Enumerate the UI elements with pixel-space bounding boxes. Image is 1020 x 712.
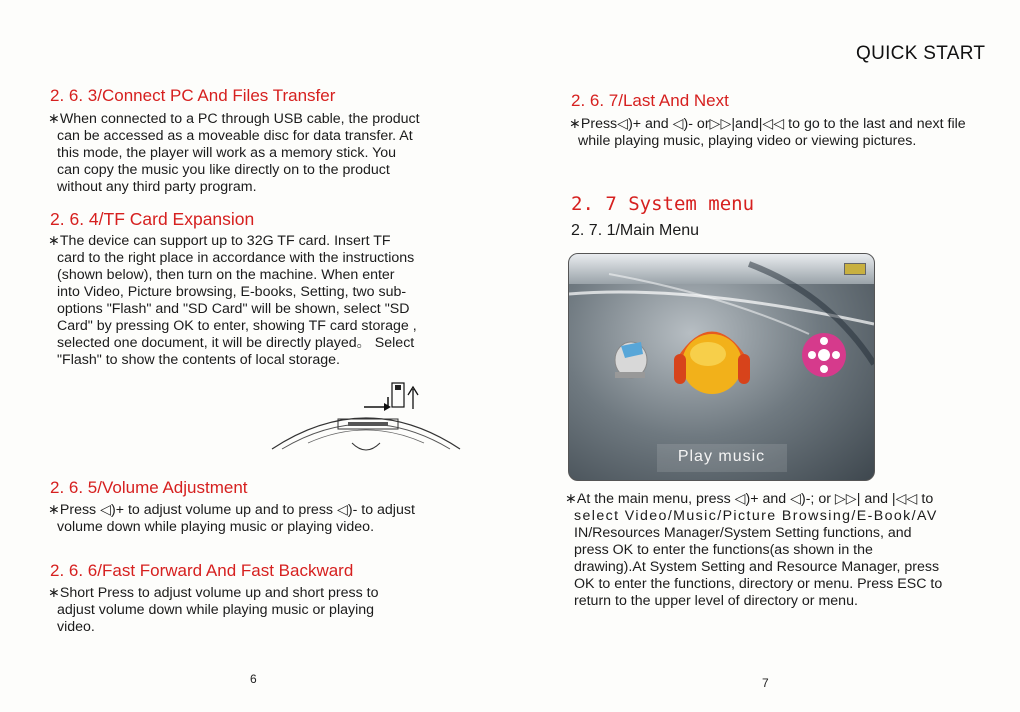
section-title-main-menu: 2. 7. 1/Main Menu	[571, 222, 700, 239]
section-body-fast-forward	[48, 585, 468, 636]
page-number-left: 6	[250, 672, 257, 686]
body-line: (shown below), then turn on the machine. When enter	[57, 267, 395, 283]
body-line: volume down while playing music or playing video.	[57, 519, 375, 535]
body-line: ∗At the main menu, press ◁)+ and ◁)-; or ▷▷| and |◁◁ to	[565, 491, 934, 507]
body-line: press OK to enter the functions(as shown in the	[574, 542, 873, 558]
screen-selected-label: Play music	[677, 448, 766, 465]
section-title-tf-card: 2. 6. 4/TF Card Expansion	[50, 209, 255, 229]
body-line: this mode, the player will work as a memory stick. You	[57, 145, 397, 161]
page-header-title: QUICK START	[856, 43, 986, 64]
body-line: adjust volume down while playing music or playing	[57, 602, 375, 618]
body-line: video.	[57, 619, 95, 635]
section-title-fast-forward: 2. 6. 6/Fast Forward And Fast Backward	[50, 561, 354, 580]
body-line: IN/Resources Manager/System Setting functions, and	[574, 525, 912, 541]
tf-card-device-illustration	[268, 377, 464, 457]
section-body-volume	[48, 502, 468, 536]
body-line: OK to enter the functions, directory or menu. Press ESC to	[574, 576, 943, 592]
main-menu-screen	[568, 253, 875, 481]
main-menu-description	[565, 491, 993, 610]
body-line: while playing music, playing video or viewing pictures.	[578, 133, 917, 149]
section-body-tf-card	[48, 233, 473, 369]
body-line: can copy the music you like directly on to the product	[57, 162, 390, 178]
body-line: ∗The device can support up to 32G TF card. Insert TF	[48, 233, 391, 249]
body-line: ∗Press◁)+ and ◁)- or▷▷|and|◁◁ to go to the last and next file	[569, 116, 966, 132]
music-headphones-icon	[672, 316, 752, 402]
body-line: ∗When connected to a PC through USB cable, the product	[48, 111, 420, 127]
section-title-volume: 2. 6. 5/Volume Adjustment	[50, 478, 248, 497]
body-line: ∗Press ◁)+ to adjust volume up and to press ◁)- to adjust	[48, 502, 415, 518]
body-line: drawing).At System Setting and Resource Manager, press	[574, 559, 940, 575]
section-body-connect-pc	[48, 111, 468, 196]
body-line: options "Flash" and "SD Card" will be shown, select "SD	[57, 301, 410, 317]
section-body-last-next	[569, 116, 999, 150]
page-number-right: 7	[762, 676, 769, 690]
body-line: selected one document, it will be directly played。 Select	[57, 335, 415, 351]
body-line: Card" by pressing OK to enter, showing TF card storage ,	[57, 318, 417, 334]
body-line: without any third party program.	[57, 179, 257, 195]
body-line: can be accessed as a moveable disc for data transfer. At	[57, 128, 413, 144]
picture-reel-icon	[799, 330, 849, 380]
video-icon	[607, 332, 655, 382]
body-line: into Video, Picture browsing, E-books, Setting, two sub-	[57, 284, 407, 300]
body-line: ∗Short Press to adjust volume up and short press to	[48, 585, 379, 601]
body-line: select Video/Music/Picture Browsing/E-Book/AV	[574, 508, 938, 524]
body-line: "Flash" to show the contents of local storage.	[57, 352, 340, 368]
body-line: card to the right place in accordance with the instructions	[57, 250, 415, 266]
section-title-connect-pc: 2. 6. 3/Connect PC And Files Transfer	[50, 86, 336, 105]
section-title-system-menu: 2. 7 System menu	[571, 193, 755, 215]
section-title-last-next: 2. 6. 7/Last And Next	[571, 91, 729, 110]
body-line: return to the upper level of directory or menu.	[574, 593, 858, 609]
